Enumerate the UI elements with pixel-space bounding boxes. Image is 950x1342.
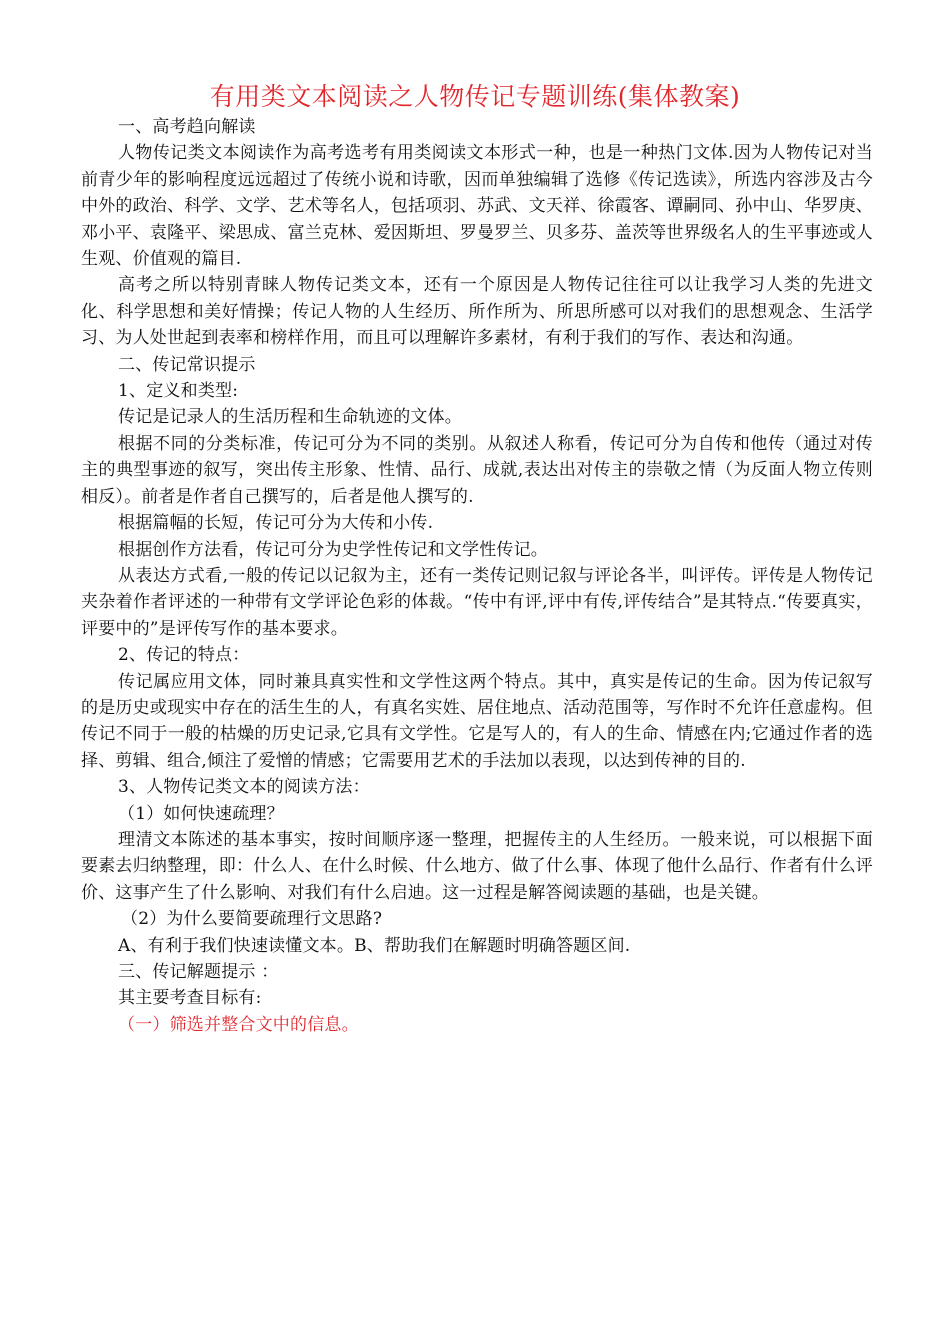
document-body (81, 114, 873, 1038)
paragraph-person-types: 根据不同的分类标准，传记可分为不同的类别。从叙述人称看，传记可分为自传和他传（通过对传主的典型事迹的叙写，突出传主形象、性情、品行、成就,表达出对传主的崇敬之情（为反面人物立传则相反）。前者是作者自己撰写的，后者是他人撰写的. (81, 433, 873, 507)
paragraph-intro: 人物传记类文本阅读作为高考选考有用类阅读文本形式一种，也是一种热门文体.因为人物传记对当前青少年的影响程度远远超过了传统小说和诗歌，因而单独编辑了选修《传记选读》，所选内容涉及古今中外的政治、科学、文学、艺术等名人，包括项羽、苏武、文天祥、徐霞客、谭嗣同、孙中山、华罗庚、邓小平、袁隆平、梁思成、富兰克林、爱因斯坦、罗曼罗兰、贝多芬、盖茨等世界级名人的生平事迹或人生观、价值观的篇目. (81, 143, 873, 270)
objective-item-one: （一）筛选并整合文中的信息。 (118, 1014, 359, 1035)
section-heading-trend: 一、高考趋向解读 (118, 117, 256, 137)
subheading-reading-method: 3、人物传记类文本的阅读方法： (118, 777, 370, 798)
paragraph-features: 传记属应用文体，同时兼具真实性和文学性这两个特点。其中，真实是传记的生命。因为传记叙写的是历史或现实中存在的活生生的人，有真名实姓、居住地点、活动范围等，写作时不允许任意虚构。但传记不同于一般的枯燥的历史记录,它具有文学性。它是写人的，有人的生命、情感在内;它通过作者的选择、剪辑、组合,倾注了爱憎的情感；它需要用艺术的手法加以表现，以达到传神的目的. (81, 671, 873, 771)
paragraph-length-types: 根据篇幅的长短，传记可分为大传和小传. (118, 513, 434, 534)
document-title: 有用类文本阅读之人物传记专题训练(集体教案) (209, 82, 741, 111)
question-quick-sort: （1）如何快速疏理？ (118, 803, 284, 824)
paragraph-objectives: 其主要考查目标有: (118, 988, 262, 1009)
paragraph-thread-benefits: A、有利于我们快速读懂文本。B、帮助我们在解题时明确答题区间. (118, 935, 631, 956)
section-heading-tips: 三、传记解题提示 ： (118, 962, 279, 982)
paragraph-method-types: 根据创作方法看，传记可分为史学性传记和文学性传记。 (118, 539, 548, 560)
subheading-definition: 1、定义和类型: (118, 381, 239, 402)
paragraph-expression-types: 从表达方式看,一般的传记以记叙为主，还有一类传记则记叙与评论各半，叫评传。评传是人物传记夹杂着作者评述的一种带有文学评论色彩的体裁。“传中有评,评中有传,评传结合”是其特点.“传要真实，评要中的”是评传写作的基本要求。 (81, 565, 873, 639)
paragraph-definition: 传记是记录人的生活历程和生命轨迹的文体。 (118, 407, 462, 428)
paragraph-reason: 高考之所以特别青睐人物传记类文本，还有一个原因是人物传记往往可以让我学习人类的先进文化、科学思想和美好情操；传记人物的人生经历、所作所为、所思所感可以对我们的思想观念、生活学习、为人处世起到表率和榜样作用，而且可以理解许多素材，有利于我们的写作、表达和沟通。 (81, 275, 873, 349)
section-heading-knowledge: 二、传记常识提示 (118, 354, 256, 375)
subheading-features: 2、传记的特点： (118, 645, 250, 666)
question-writing-thread: （2）为什么要简要疏理行文思路? (121, 909, 383, 930)
paragraph-quick-sort: 理清文本陈述的基本事实，按时间顺序逐一整理，把握传主的人生经历。一般来说，可以根据下面要素去归纳整理，即：什么人、在什么时候、什么地方、做了什么事、体现了他什么品行、作者有什么评价、这事产生了什么影响、对我们有什么启迪。这一过程是解答阅读题的基础，也是关键。 (81, 829, 873, 903)
